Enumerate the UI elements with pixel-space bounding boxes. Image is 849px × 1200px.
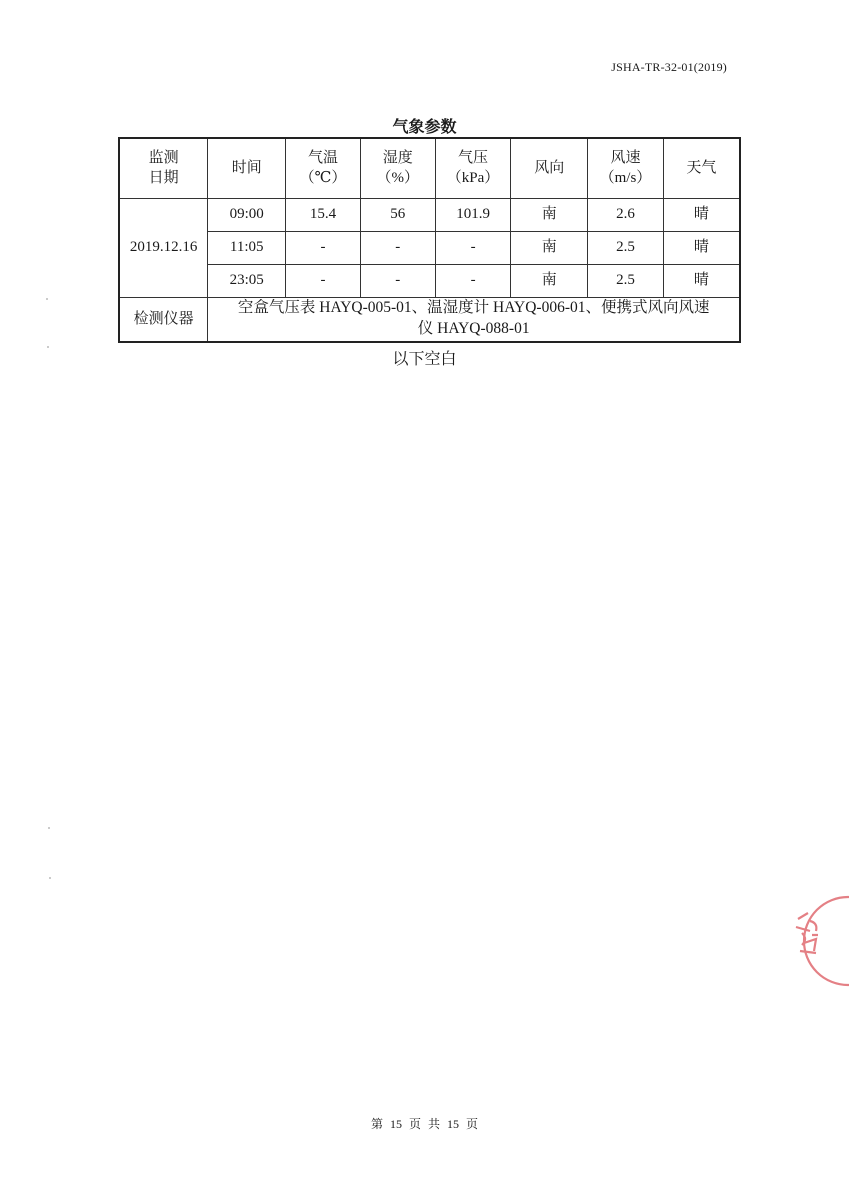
weather-cell: 晴 — [663, 198, 740, 231]
pressure-cell: 101.9 — [435, 198, 511, 231]
header-cell-wind-direction: 风向 — [511, 138, 588, 198]
table-row — [119, 198, 740, 231]
instruments-value — [208, 297, 740, 342]
wind-direction-cell: 南 — [511, 264, 588, 297]
table-header-row — [119, 138, 740, 198]
wind-speed-cell: 2.5 — [588, 231, 664, 264]
wind-speed-cell: 2.5 — [588, 264, 664, 297]
instruments-row — [119, 297, 740, 342]
table-row — [119, 264, 740, 297]
header-cell-temperature: 气温 （℃） — [286, 138, 361, 198]
header-cell-pressure: 气压 （kPa） — [435, 138, 511, 198]
header-cell-time: 时间 — [208, 138, 286, 198]
table-row — [119, 231, 740, 264]
time-cell: 09:00 — [208, 198, 286, 231]
temperature-cell: - — [286, 264, 361, 297]
temperature-cell: - — [286, 231, 361, 264]
time-cell: 23:05 — [208, 264, 286, 297]
blank-below-note: 以下空白 — [392, 351, 457, 368]
pressure-cell: - — [435, 264, 511, 297]
document-code: JSHA-TR-32-01(2019) — [611, 60, 727, 74]
page-number: 第 15 页 共 15 页 — [370, 1117, 478, 1131]
humidity-cell: - — [360, 231, 435, 264]
instruments-line-2: 仪 HAYQ-088-01 — [417, 320, 530, 338]
weather-parameters-table — [118, 137, 741, 343]
seal-stamp-icon — [780, 893, 849, 989]
humidity-cell: - — [360, 264, 435, 297]
wind-direction-cell: 南 — [511, 231, 588, 264]
humidity-cell: 56 — [360, 198, 435, 231]
instruments-label: 检测仪器 — [119, 297, 208, 342]
temperature-cell: 15.4 — [286, 198, 361, 231]
header-cell-wind-speed: 风速 （m/s） — [588, 138, 664, 198]
header-cell-date: 监测 日期 — [119, 138, 208, 198]
pressure-cell: - — [435, 231, 511, 264]
wind-direction-cell: 南 — [511, 198, 588, 231]
wind-speed-cell: 2.6 — [588, 198, 664, 231]
header-cell-humidity: 湿度 （%） — [360, 138, 435, 198]
header-cell-weather: 天气 — [663, 138, 740, 198]
weather-cell: 晴 — [663, 264, 740, 297]
time-cell: 11:05 — [208, 231, 286, 264]
date-cell: 2019.12.16 — [119, 198, 208, 297]
weather-cell: 晴 — [663, 231, 740, 264]
instruments-line-1: 空盒气压表 HAYQ-005-01、温湿度计 HAYQ-006-01、便携式风向风速 — [237, 299, 710, 317]
table-title: 气象参数 — [392, 117, 457, 136]
